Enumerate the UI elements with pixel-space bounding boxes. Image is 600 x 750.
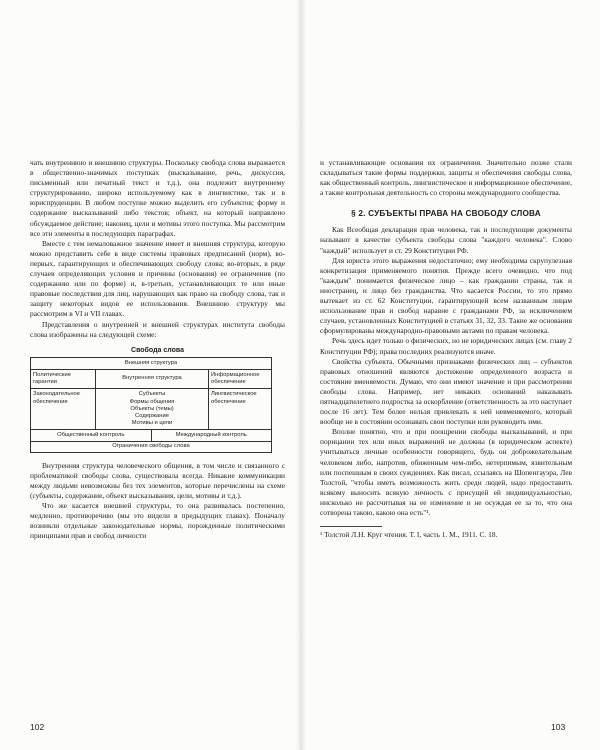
diagram-box [30,357,272,453]
diagram-controls [31,430,271,441]
right-page-number: 103 [551,722,566,732]
book-gutter [296,0,306,750]
diagram-title: Свобода слова [131,346,184,354]
diagram-limits: Ограничения свободы слова [112,443,190,450]
right-paragraph-4: Свойства субъекта. Обычными признаками физических лиц – субъектов правовых отношений являются достижение определенного возраста и состояние вменяемости. Думаю, что они имеют значение и при рассмотрении свободы слова. Например, нет никаких оснований наказывать пятнадцатилетнего подростка за оскорбление (ответственность за это наступает после 16 лет). Тем более нельзя привлекать к ней невменяемого, который вообще не в состоянии осознавать свои поступки или руководить ими. [320,356,572,427]
diagram-legislative: Законодательное обеспечение [31,389,96,429]
right-paragraph-1: Как Всеобщая декларация прав человека, так и последующие документы называют в качестве субъекта свободы слова "каждого человека". Слово "каждый" использует и ст. 29 Конституции РФ. [320,225,572,255]
right-paragraph-2: Для юриста этого выражения недостаточно; ему необходима скрупулезная конкретизация применяемого понятия. Прежде всего очевидно, что под "каждым" понимается физическое лицо – как гражданин страны, так и иностранец, и лицо без гражданства. Что касается России, то это прямо вытекает из ст. 62 Конституции, гарантирующей всем названным лицам использование прав и свобод наравне с гражданами РФ, за исключением случаев, установленных Конституцией в статьях 31, 32, 33. Такие же основания сформулированы международно-правовыми актами по правам человека. [320,255,572,336]
diagram-political: Политические гарантии [31,370,96,388]
diagram-middle-row-1 [31,370,271,389]
left-paragraph-1: чать внутреннюю и внешнюю структуры. Поскольку свобода слова выражается в общественно-значимых поступках (высказывание, речь, дискуссия, письменный или печатный текст и т.д.), она подлежит внутреннему структурированию, широко используемому как в лингвистике, так и в юриспруденции. В любом поступке можно выделить его субъектов; форму и содержание высказываний либо текстов; объект, на который направлено обсуждаемое действие; наконец, цели и мотивы этого поступка. Мы рассмотрим все эти элементы в последующих параграфах. [30,158,285,238]
diagram-public-control: Общественный контроль [31,430,152,440]
diagram-element: Объекты (темы) [130,405,174,412]
diagram-element: Мотивы и цели [131,420,173,427]
diagram-middle-row-2 [31,389,271,430]
left-paragraph-5: Что же касается внешней структуры, то она развивалась постепенно, медленно, противоречиво (мы это видели в предыдущих главах). Поначалу возникли отдельные законодательные нормы, порожденные политическими принципами прав и свобод личности [30,501,285,541]
diagram-element: Формы общения [129,398,175,405]
section-heading: § 2. СУБЪЕКТЫ ПРАВА НА СВОБОДУ СЛОВА [351,209,541,219]
diagram-internal: Внутренняя структура [96,370,209,388]
left-paragraph-2: Вместе с тем немаловажное значение имеет и внешняя структура, которую можно представить себе в виде системы правовых предписаний (норм), во-первых, гарантирующих и обеспечивающих свободу слова; во-вторых, в ряде случаев определяющих условия и причины (основания) ее ограничения (по содержанию или по форме) и, в-третьих, устанавливающих те или иные правовые последствия для лиц, нарушающих как право на свободу слова, так и защиту некоторых видов ее использования. Внешнюю структуру мы рассмотрим в VI и VII главах. [30,238,285,319]
diagram-informational: Информационное обеспечение [211,371,260,386]
diagram-intl-control: Международный контроль [175,431,247,438]
footnote-rule [320,526,382,527]
right-page [320,158,572,540]
structure-diagram [30,347,285,453]
diagram-element: Содержание [135,412,169,419]
left-paragraph-4: Внутренняя структура человеческого общения, в том числе и связанного с проблематикой свободы слова, существовала всегда. Никакие коммуникации между людьми невозможны без тех элементов, которые перечислены на схеме (субъекты, содержание, объект высказывания, цели, мотивы и т.д.). [30,460,285,500]
footnote: ¹ Толстой Л.Н. Круг чтения. Т. I, часть 1. М., 1911. С. 18. [320,530,498,540]
diagram-elements [96,389,209,429]
left-page-number: 102 [30,722,45,732]
diagram-external: Внешняя структура [31,358,271,370]
left-page [30,158,285,541]
left-paragraph-3: Представления о внутренней и внешней структурах института свободы слова изображены на следующей схеме: [30,319,285,339]
right-paragraph-5: Вполне понятно, что и при поощрении свободы высказываний, и при порицании тех или иных выражений не должны (в юридическом аспекте) учитываться личные особенности говорящего, будь он доброжелательным человеком либо, напротив, обиженным чем-либо, нетерпимым, язвительным или поспешным в своих суждениях. Как писал, ссылаясь на Шопенгауэра, Лев Толстой, "чтобы иметь возможность жить среди людей, надо предоставить всякому выносить всякую личность с присущей ей индивидуальностью, нисколько не рассчитывая на ее изменение и не осуждая ее за то, что она сотворена такою, какою она есть"¹. [320,427,572,517]
right-paragraph-3: Речь здесь идет только о физических, но не юридических лицах (см. главу 2 Конституции РФ); права последних реализуются иначе. [320,336,572,356]
diagram-element: Субъекты [138,391,166,398]
right-intro: и устанавливающие основания их ограничения. Значительно позже стали складываться такие формы поддержки, защиты и обеспечения свободы слова, как общественный контроль, лингвистическое и информационное обеспечение, а также контрольная деятельность со стороны международного сообщества. [320,158,572,198]
diagram-linguistic: Лингвистическое обеспечение [211,391,257,405]
